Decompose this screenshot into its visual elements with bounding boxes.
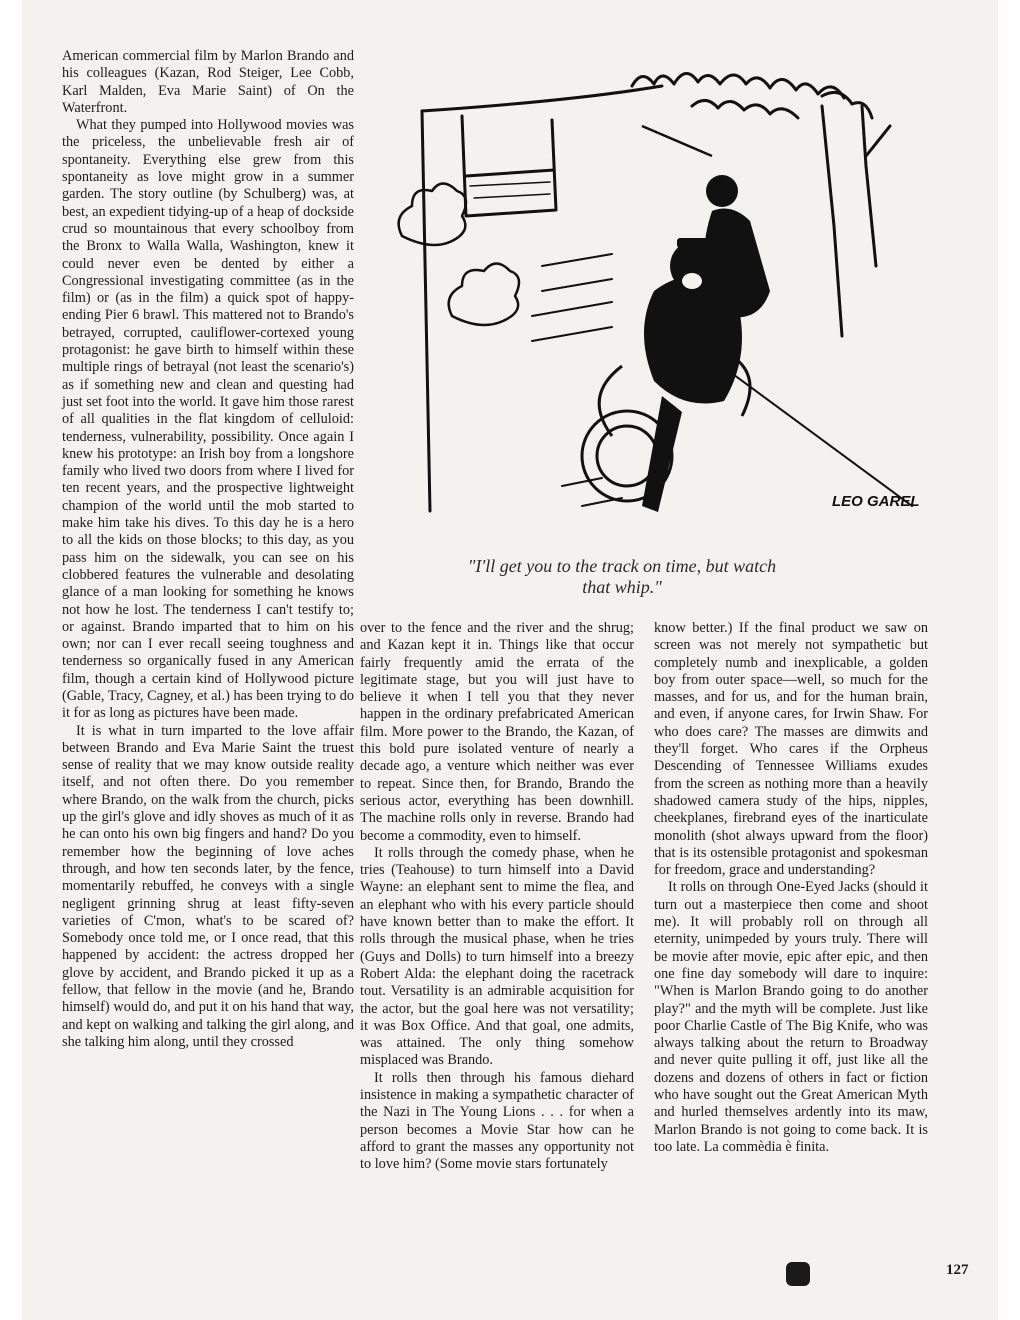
paragraph: American commercial film by Marlon Brando and his colleagues (Kazan, Rod Steiger, Lee Cobb, Karl Malden, Eva Marie Saint) of On the Waterfront. — [62, 48, 354, 116]
artist-signature: LEO GAREL — [832, 493, 920, 510]
cartoon-caption: "I'll get you to the track on time, but watch that whip." — [467, 556, 777, 597]
rabbit-logo-icon — [786, 1262, 810, 1286]
magazine-page — [22, 0, 998, 1320]
paragraph: What they pumped into Hollywood movies was the priceless, the unbelievable fresh air of spontaneity. Everything else grew from this spontaneity as love might grow in a summer garden. The story outline (by Schulberg) was, at best, an expedient tidying-up of a heap of dockside crud so mountainous that every schoolboy from the Bronx to Walla Walla, Washington, knew it could never even be dented by either a Congressional investigating committee (as in the film) or (as in the film) a quick spot of happy-ending Pier 6 brawl. This mattered not to Brando's betrayed, corrupted, cauliflower-cortexed young protagonist: he gave birth to himself within these multiple rings of betrayal (not least the scenario's) as if something new and clean and questing had just set foot into the world. It gave him those rarest of all qualities in the flat kingdom of celluloid: tenderness, vulnerability, possibility. Once again I knew his prototype: an Irish boy from a longshore family who lived two doors from where I lived for ten recent years, and the prospective lightweight champion of the world until the mob started to make him take his dives. To this day he is a hero to all the kids on those blocks; to this day, as you pass him on the sidewalk, you can see on his clobbered features the vulnerable and desolating glance of a man looking for something he knows not how he lost. The tenderness I can't testify to; or against. Brando imparted that to him on his own; nor can I ever recall seeing toughness and tenderness so organically fused in any American film, though a certain kind of Hollywood picture (Gable, Tracy, Cagney, et al.) has been trying to do it for as long as pictures have been made. — [62, 117, 354, 722]
paragraph: It rolls through the comedy phase, when he tries (Teahouse) to turn himself into a David Wayne: an elephant sent to mime the flea, and an elephant who with his every particle should have known better than to make the effort. It rolls through the musical phase, when he tries (Guys and Dolls) to turn himself into a breezy Robert Alda: the elephant doing the racetrack tout. Versatility is an admirable acquisition for the actor, but the goal here was not versatility; it was Box Office. And that goal, one admits, was attained. The only thing somehow misplaced was Brando. — [360, 844, 634, 1069]
cartoon-illustration — [392, 36, 932, 536]
paragraph: It rolls on through One-Eyed Jacks (should it turn out a masterpiece then come and shoot me). It will probably roll on through all eternity, unimpeded by yours truly. There will be movie after movie, epic after epic, and then one fine day somebody will dare to inquire: "When is Marlon Brando going to do another play?" and the myth will be complete. Just like poor Charlie Castle of The Big Knife, who was always talking about the return to Broadway and never quite pulling it off, just like all the dozens and dozens of others in fact or fiction who have sought out the Great American Myth and hurled themselves ardently into its maw, Marlon Brando is not going to come back. It is too late. La commèdia è finita. — [654, 879, 928, 1155]
article-column-1 — [62, 48, 354, 1051]
page-number: 127 — [946, 1262, 969, 1278]
article-column-3 — [654, 620, 928, 1156]
paragraph: It rolls then through his famous diehard insistence in making a sympathetic character of the Nazi in The Young Lions . . . for when a person becomes a Movie Star how can he afford to grant the masses any opportunity not to love him? (Some movie stars fortunately — [360, 1069, 634, 1173]
article-column-2 — [360, 620, 634, 1174]
paragraph: know better.) If the final product we saw on screen was not merely not sympathetic but completely numb and inexplicable, a golden boy from outer space—well, so much for the masses, and for us, and for the human brain, and even, if anyone cares, for Irwin Shaw. For who does care? The masses are dimwits and they'll forget. Who cares if the Orpheus Descending of Tennessee Williams exudes from the screen as nothing more than a heavily shadowed camera study of the hips, nipples, cheekplanes, firebrand eyes of the inarticulate monolith (shot always upward from the floor) that is its ostensible protagonist and spokesman for freedom, grace and understanding? — [654, 620, 928, 879]
paragraph: over to the fence and the river and the shrug; and Kazan kept it in. Things like that occur fairly frequently amid the errata of the legitimate stage, but you will just have to believe it when I tell you that they never happen in the ordinary prefabricated American film. More power to the Brando, the Kazan, of this bold pure isolated venture of nearly a decade ago, a venture which neither was ever to repeat. Since then, for Brando, Brando the serious actor, everything has been downhill. The machine rolls only in reverse. Brando had become a commodity, even to himself. — [360, 620, 634, 844]
paragraph: It is what in turn imparted to the love affair between Brando and Eva Marie Saint the truest sense of reality that we may know outside reality itself, and not often there. Do you remember where Brando, on the walk from the church, picks up the girl's glove and idly shoves as much of it as he can onto his own big fingers and hand? Do you remember how the beginning of love aches through, and how ten seconds later, by the fence, momentarily rebuffed, he conveys with a single negligent grinning shrug at least fifty-seven varieties of C'mon, what's to be scared of? Somebody once told me, or I once read, that this happened by accident: the actress dropped her glove by accident, and Brando picked it up as a fellow, that fellow in the movie (and he, Brando himself) would do, and put it on his hand that way, and kept on walking and talking the girl along, and she talking him along, until they crossed — [62, 722, 354, 1050]
